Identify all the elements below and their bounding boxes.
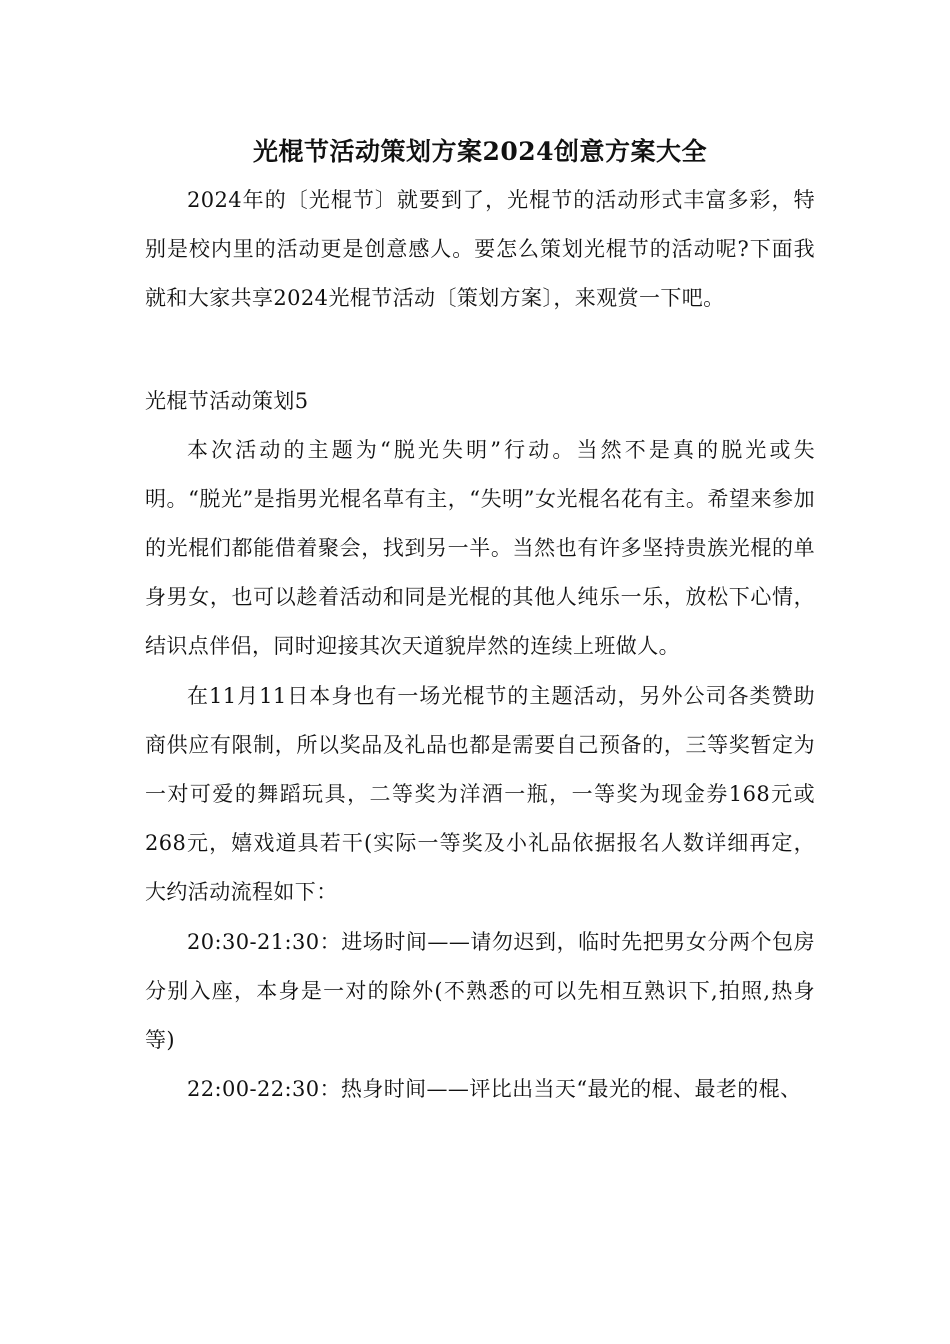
- body-paragraph: 20:30-21:30：进场时间——请勿迟到，临时先把男女分两个包房分别入座，本身是一对的除外(不熟悉的可以先相互熟识下,拍照,热身等): [145, 929, 815, 1053]
- spacer: [145, 324, 815, 377]
- body-paragraph: 22:00-22:30：热身时间——评比出当天“最光的棍、最老的棍、: [187, 1077, 802, 1102]
- document-title: 光棍节活动策划方案2024创意方案大全: [252, 137, 708, 166]
- body-paragraph: 本次活动的主题为“脱光失明”行动。当然不是真的脱光或失明。“脱光”是指男光棍名草有主，“失明”女光棍名花有主。希望来参加的光棍们都能借着聚会，找到另一半。当然也有许多坚持贵族光棍的单身男女，也可以趁着活动和同是光棍的其他人纯乐一乐，放松下心情，结识点伴侣，同时迎接其次天道貌岸然的连续上班做人。: [145, 437, 815, 659]
- section-heading: 光棍节活动策划5: [145, 388, 309, 413]
- intro-paragraph: 2024年的〔光棍节〕就要到了，光棍节的活动形式丰富多彩，特别是校内里的活动更是创意感人。要怎么策划光棍节的活动呢?下面我就和大家共享2024光棍节活动〔策划方案〕，来观赏一下吧。: [145, 188, 815, 311]
- body-paragraph: 在11月11日本身也有一场光棍节的主题活动，另外公司各类赞助商供应有限制，所以奖品及礼品也都是需要自己预备的，三等奖暂定为一对可爱的舞蹈玩具，二等奖为洋酒一瓶，一等奖为现金券168元或268元，嬉戏道具若干(实际一等奖及小礼品依据报名人数详细再定，大约活动流程如下：: [145, 683, 815, 905]
- document-body: [145, 128, 815, 1114]
